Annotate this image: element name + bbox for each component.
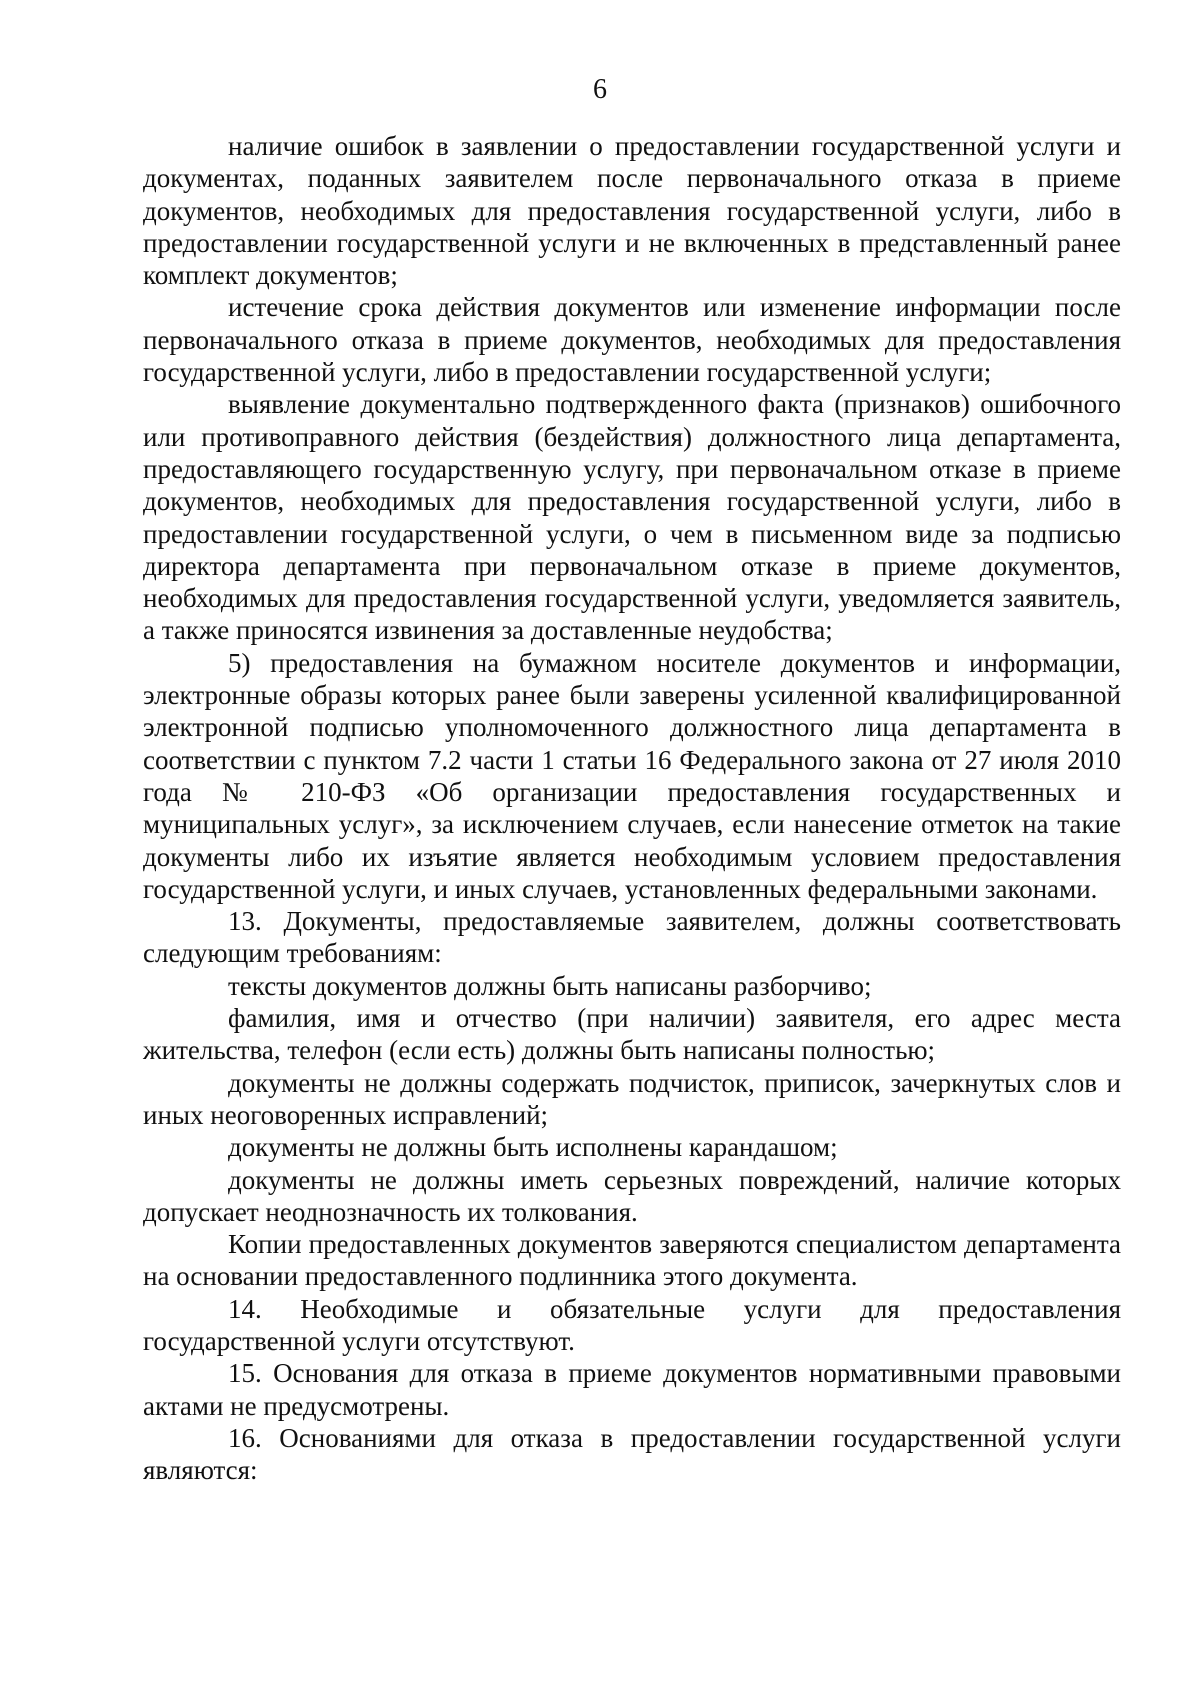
paragraph-section-13: 13. Документы, предоставляемые заявителем, должны соответствовать следующим требованиям:: [143, 906, 1121, 969]
document-body: [143, 130, 1121, 1486]
paragraph-section-14: 14. Необходимые и обязательные услуги для предоставления государственной услуги отсутствуют.: [143, 1293, 1121, 1356]
page-number: 6: [593, 74, 607, 105]
paragraph-no-corrections: документы не должны содержать подчисток, приписок, зачеркнутых слов и иных неоговоренных исправлений;: [143, 1067, 1121, 1130]
paragraph-section-15: 15. Основания для отказа в приеме документов нормативными правовыми актами не предусмотрены.: [143, 1358, 1121, 1421]
paragraph-no-damage: документы не должны иметь серьезных повреждений, наличие которых допускает неоднозначность их толкования.: [143, 1164, 1121, 1227]
paragraph-item-5-paper-documents: 5) предоставления на бумажном носителе документов и информации, электронные образы которых ранее были заверены усиленной квалифицированной электронной подписью уполномоченного должностного лица департамента в соответствии с пунктом 7.2 части 1 статьи 16 Федерального закона от 27 июля 2010 года № 210-ФЗ «Об организации предоставления государственных и муниципальных услуг», за исключением случаев, если нанесение отметок на такие документы либо их изъятие является необходимым условием предоставления государственной услуги, и иных случаев, установленных федеральными законами.: [143, 647, 1121, 904]
paragraph-legible-text: тексты документов должны быть написаны разборчиво;: [228, 970, 872, 1001]
paragraph-copies-certified: Копии предоставленных документов заверяются специалистом департамента на основании предоставленного подлинника этого документа.: [143, 1229, 1121, 1292]
paragraph-erroneous-action: выявление документально подтвержденного факта (признаков) ошибочного или противоправного действия (бездействия) должностного лица департамента, предоставляющего государственную услугу, при первоначальном отказе в приеме документов, необходимых для предоставления государственной услуги, либо в предоставлении государственной услуги, о чем в письменном виде за подписью директора департамента при первоначальном отказе в приеме документов, необходимых для предоставления государственной услуги, уведомляется заявитель, а также приносятся извинения за доставленные неудобства;: [143, 389, 1121, 646]
paragraph-expiration-of-documents: истечение срока действия документов или изменение информации после первоначального отказа в приеме документов, необходимых для предоставления государственной услуги, либо в предоставлении государственной услуги;: [143, 292, 1121, 388]
paragraph-errors-in-application: наличие ошибок в заявлении о предоставлении государственной услуги и документах, поданных заявителем после первоначального отказа в приеме документов, необходимых для предоставления государственной услуги, либо в предоставлении государственной услуги и не включенных в представленный ранее комплект документов;: [143, 131, 1121, 291]
paragraph-full-name-address: фамилия, имя и отчество (при наличии) заявителя, его адрес места жительства, телефон (если есть) должны быть написаны полностью;: [143, 1003, 1121, 1066]
paragraph-section-16: 16. Основаниями для отказа в предоставлении государственной услуги являются:: [143, 1422, 1121, 1486]
paragraph-no-pencil: документы не должны быть исполнены карандашом;: [228, 1132, 838, 1163]
